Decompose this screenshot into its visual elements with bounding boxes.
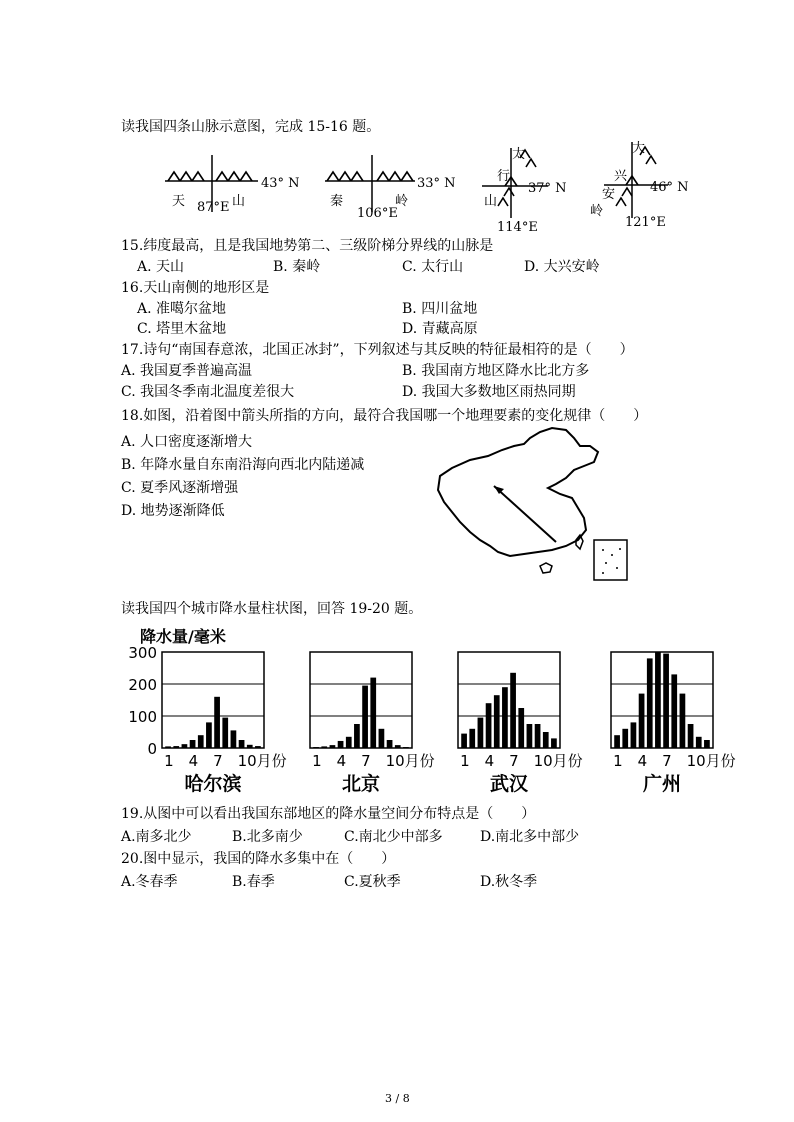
q18-option-d[interactable]: D. 地势逐渐降低 — [121, 503, 225, 519]
dxal-char3: 安 — [602, 187, 616, 202]
x-tick-label: 7 — [213, 752, 223, 770]
q19-option-d[interactable]: D.南北多中部少 — [480, 829, 580, 845]
q19-option-c[interactable]: C.南北少中部多 — [344, 829, 443, 845]
bar-哈尔滨-8 — [222, 718, 228, 748]
bar-北京-5 — [346, 737, 352, 748]
q18-option-b[interactable]: B. 年降水量自东南沿海向西北内陆递减 — [121, 457, 365, 473]
q15-stem: 15.纬度最高，且是我国地势第二、三级阶梯分界线的山脉是 — [121, 238, 494, 254]
bar-广州-8 — [671, 674, 677, 748]
bar-广州-1 — [614, 735, 620, 748]
q17-option-c[interactable]: C. 我国冬季南北温度差很大 — [121, 384, 295, 400]
bar-哈尔滨-9 — [231, 730, 237, 748]
q19-stem: 19.从图中可以看出我国东部地区的降水量空间分布特点是（ ） — [121, 806, 536, 822]
x-tick-label: 4 — [336, 752, 347, 770]
bar-武汉-7 — [510, 673, 516, 748]
taihang-lat: 37° N — [528, 181, 567, 196]
x-tick-label: 1 — [460, 752, 470, 770]
q19-option-a[interactable]: A.南多北少 — [121, 829, 192, 845]
bar-北京-7 — [362, 686, 368, 748]
q16-option-d[interactable]: D. 青藏高原 — [402, 321, 478, 337]
dxal-char1: 大 — [632, 141, 646, 156]
bar-哈尔滨-4 — [190, 740, 196, 748]
bar-武汉-3 — [478, 718, 484, 748]
chart-frame — [162, 652, 264, 748]
bar-武汉-5 — [494, 695, 500, 748]
bar-北京-2 — [321, 746, 327, 748]
y-tick-label: 300 — [128, 644, 157, 662]
q15-option-d[interactable]: D. 大兴安岭 — [524, 259, 600, 275]
precipitation-charts — [0, 620, 794, 795]
q20-option-a[interactable]: A.冬春季 — [121, 874, 178, 890]
bar-北京-1 — [313, 747, 319, 748]
x-tick-label: 1 — [613, 752, 623, 770]
bar-武汉-10 — [535, 724, 541, 748]
hainan-island — [540, 563, 552, 573]
tianshan-lon: 87°E — [197, 200, 230, 215]
bar-广州-11 — [696, 737, 702, 748]
direction-arrow — [494, 486, 556, 542]
q20-option-c[interactable]: C.夏秋季 — [344, 874, 401, 890]
city-name-广州: 广州 — [642, 773, 682, 795]
tianshan-lat: 43° N — [261, 176, 300, 191]
q18-option-a[interactable]: A. 人口密度逐渐增大 — [121, 434, 253, 450]
city-name-北京: 北京 — [341, 773, 381, 795]
intro-precip: 读我国四个城市降水量柱状图，回答 19-20 题。 — [121, 601, 423, 617]
qinling-char1: 秦 — [330, 194, 344, 209]
dxal-lon: 121°E — [625, 215, 666, 230]
bar-武汉-12 — [551, 738, 557, 748]
qinling-lat: 33° N — [417, 176, 456, 191]
y-tick-label: 0 — [147, 740, 157, 758]
taihang-char3: 山 — [484, 194, 498, 209]
chart-frame — [310, 652, 412, 748]
bar-北京-12 — [403, 747, 409, 748]
q15-option-b[interactable]: B. 秦岭 — [273, 259, 321, 275]
taihang-char2: 行 — [497, 169, 511, 184]
tianshan-char2: 山 — [232, 194, 246, 209]
bar-北京-10 — [387, 740, 393, 748]
bar-北京-8 — [370, 678, 376, 748]
dxal-char2: 兴 — [614, 169, 628, 184]
y-tick-label: 100 — [128, 708, 157, 726]
bar-哈尔滨-10 — [239, 740, 245, 748]
qinling-lon: 106°E — [357, 206, 398, 221]
bar-广州-4 — [639, 694, 645, 748]
tianshan-char1: 天 — [172, 194, 186, 209]
city-name-武汉: 武汉 — [489, 773, 529, 795]
y-tick-label: 200 — [128, 676, 157, 694]
x-tick-label: 1 — [312, 752, 322, 770]
intro-mountains: 读我国四条山脉示意图，完成 15-16 题。 — [121, 119, 381, 135]
x-tick-label: 4 — [484, 752, 495, 770]
china-map — [428, 424, 658, 584]
x-tick-label: 10月份 — [385, 752, 435, 770]
bar-广州-2 — [622, 729, 628, 748]
bar-哈尔滨-7 — [214, 697, 220, 748]
x-tick-label: 7 — [509, 752, 519, 770]
dxal-lat: 46° N — [650, 180, 689, 195]
x-tick-label: 10月份 — [237, 752, 287, 770]
y-axis-label: 降水量/毫米 — [140, 627, 226, 646]
bar-武汉-2 — [469, 729, 475, 748]
bar-哈尔滨-2 — [173, 746, 179, 748]
bar-武汉-8 — [518, 708, 524, 748]
q17-option-a[interactable]: A. 我国夏季普遍高温 — [121, 363, 253, 379]
q17-option-d[interactable]: D. 我国大多数地区雨热同期 — [402, 384, 576, 400]
x-tick-label: 7 — [662, 752, 672, 770]
bar-哈尔滨-3 — [182, 744, 188, 748]
x-tick-label: 4 — [637, 752, 648, 770]
bar-广州-12 — [704, 740, 710, 748]
x-tick-label: 1 — [164, 752, 174, 770]
q18-stem: 18.如图，沿着图中箭头所指的方向，最符合我国哪一个地理要素的变化规律（ ） — [121, 408, 648, 424]
x-tick-label: 10月份 — [533, 752, 583, 770]
bar-武汉-11 — [543, 732, 549, 748]
page-number: 3 / 8 — [385, 1092, 410, 1105]
bar-北京-3 — [330, 745, 336, 748]
x-tick-label: 10月份 — [686, 752, 736, 770]
x-tick-label: 7 — [361, 752, 371, 770]
q17-stem: 17.诗句“南国春意浓，北国正冰封”，下列叙述与其反映的特征最相符的是（ ） — [121, 342, 634, 358]
bar-广州-3 — [631, 722, 637, 748]
china-outline — [438, 428, 598, 556]
bar-哈尔滨-5 — [198, 735, 204, 748]
q17-option-b[interactable]: B. 我国南方地区降水比北方多 — [402, 363, 590, 379]
bar-北京-11 — [395, 745, 401, 748]
bar-广州-9 — [680, 694, 686, 748]
bar-武汉-6 — [502, 687, 508, 748]
dxal-char4: 岭 — [590, 204, 604, 219]
city-name-哈尔滨: 哈尔滨 — [184, 773, 242, 795]
q15-option-a[interactable]: A. 天山 — [137, 259, 185, 275]
bar-北京-9 — [379, 729, 385, 748]
q16-stem: 16.天山南侧的地形区是 — [121, 280, 270, 296]
q16-option-a[interactable]: A. 准噶尔盆地 — [137, 301, 227, 317]
bar-广州-6 — [655, 652, 661, 748]
bar-北京-4 — [338, 741, 344, 748]
q19-option-b[interactable]: B.北多南少 — [232, 829, 303, 845]
q16-option-c[interactable]: C. 塔里木盆地 — [137, 321, 227, 337]
bar-哈尔滨-1 — [165, 746, 171, 748]
bar-武汉-9 — [527, 724, 533, 748]
q20-option-d[interactable]: D.秋冬季 — [480, 874, 538, 890]
south-sea-inset — [594, 540, 627, 580]
taihang-lon: 114°E — [497, 220, 538, 235]
q16-option-b[interactable]: B. 四川盆地 — [402, 301, 478, 317]
q20-stem: 20.图中显示，我国的降水多集中在（ ） — [121, 851, 396, 867]
bar-武汉-4 — [486, 703, 492, 748]
bar-广州-7 — [663, 654, 669, 748]
q15-option-c[interactable]: C. 太行山 — [402, 259, 464, 275]
bar-广州-10 — [688, 724, 694, 748]
taihang-char1: 太 — [512, 147, 526, 162]
q18-option-c[interactable]: C. 夏季风逐渐增强 — [121, 480, 239, 496]
bar-哈尔滨-12 — [255, 746, 261, 748]
bar-武汉-1 — [461, 734, 467, 748]
bar-哈尔滨-6 — [206, 722, 212, 748]
bar-北京-6 — [354, 724, 360, 748]
bar-哈尔滨-11 — [247, 745, 253, 748]
qinling-char2: 岭 — [395, 194, 409, 209]
q20-option-b[interactable]: B.春季 — [232, 874, 275, 890]
bar-广州-5 — [647, 658, 653, 748]
x-tick-label: 4 — [188, 752, 199, 770]
